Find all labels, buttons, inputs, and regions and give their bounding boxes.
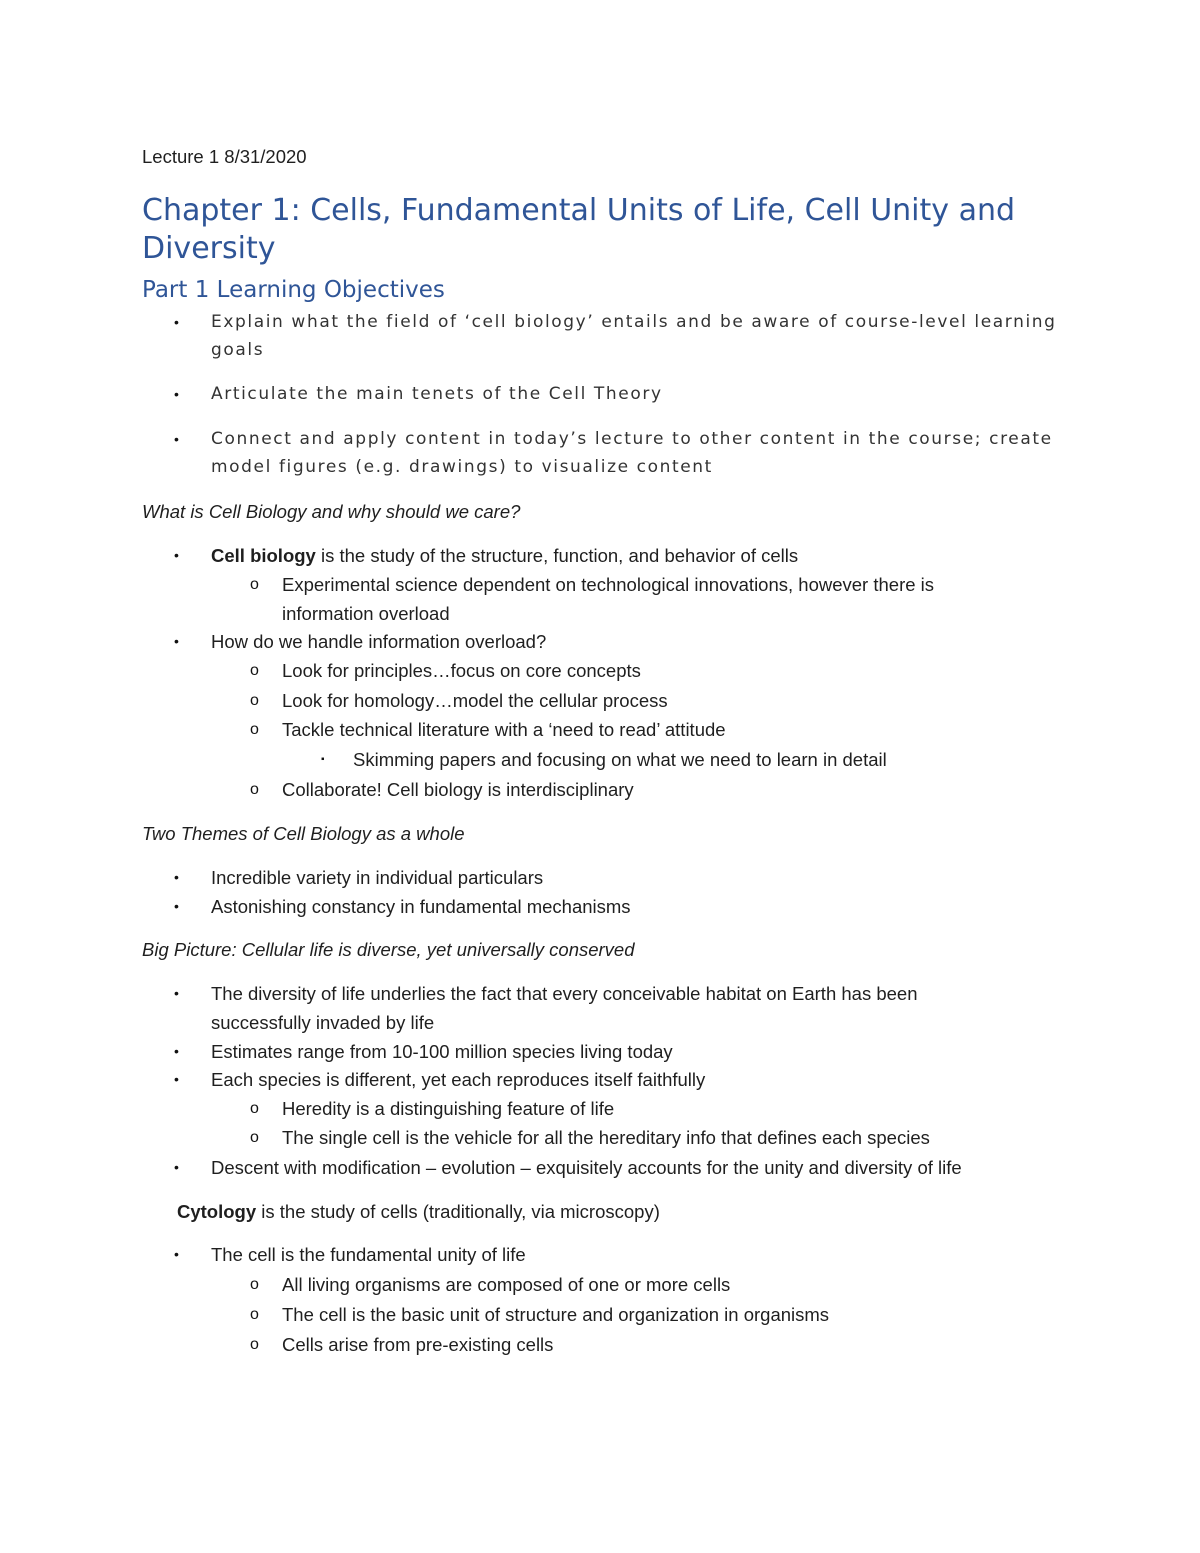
section-heading: Two Themes of Cell Biology as a whole xyxy=(142,823,465,844)
objective-item: Connect and apply content in today’s lecture to other content in the course; create model figures (e.g. drawings) to visualize content xyxy=(211,429,1053,477)
list-item: Astonishing constancy in fundamental mechanisms xyxy=(211,896,631,917)
bullet-icon: • xyxy=(174,386,179,402)
term-cytology: Cytology xyxy=(177,1201,257,1222)
list-item: Each species is different, yet each reproduces itself faithfully xyxy=(211,1069,706,1090)
sub-bullet-icon: o xyxy=(250,721,259,738)
sub-sub-list-item: Skimming papers and focusing on what we need to learn in detail xyxy=(353,749,887,770)
list-item-text: is the study of the structure, function, and behavior of cells xyxy=(315,545,799,566)
sub-list-item: Tackle technical literature with a ‘need to read’ attitude xyxy=(282,719,726,740)
list-item: How do we handle information overload? xyxy=(211,631,547,652)
lecture-date-line: Lecture 1 8/31/2020 xyxy=(142,146,307,167)
bullet-icon: • xyxy=(174,1159,179,1175)
sub-list-item: Cells arise from pre-existing cells xyxy=(282,1334,554,1355)
sub-list-item: Look for principles…focus on core concepts xyxy=(282,660,641,681)
bullet-icon: • xyxy=(174,547,179,563)
chapter-title: Chapter 1: Cells, Fundamental Units of Life, Cell Unity and Diversity xyxy=(142,193,1016,266)
bullet-icon: • xyxy=(174,1043,179,1059)
sub-bullet-icon: o xyxy=(250,1100,259,1117)
objective-item: Explain what the field of ‘cell biology’ entails and be aware of course-level learning goals xyxy=(211,312,1057,360)
sub-bullet-icon: o xyxy=(250,1336,259,1353)
sub-list-item: The single cell is the vehicle for all the hereditary info that defines each species xyxy=(282,1127,930,1148)
bullet-icon: • xyxy=(174,314,179,330)
sub-bullet-icon: o xyxy=(250,1306,259,1323)
list-item: The cell is the fundamental unity of life xyxy=(211,1244,526,1265)
section-heading: Big Picture: Cellular life is diverse, yet universally conserved xyxy=(142,939,635,960)
sub-list-item: Look for homology…model the cellular process xyxy=(282,690,668,711)
list-item: Incredible variety in individual particulars xyxy=(211,867,544,888)
section-heading xyxy=(177,1197,660,1226)
bullet-icon: • xyxy=(174,1246,179,1262)
sub-bullet-icon: o xyxy=(250,576,259,593)
list-item: The diversity of life underlies the fact that every conceivable habitat on Earth has been successfully invaded by life xyxy=(211,983,918,1033)
bullet-icon: • xyxy=(174,633,179,649)
part-heading: Part 1 Learning Objectives xyxy=(142,277,445,303)
list-item: Descent with modification – evolution – exquisitely accounts for the unity and diversity of life xyxy=(211,1157,962,1178)
list-item xyxy=(211,541,798,570)
sub-list-item: The cell is the basic unit of structure and organization in organisms xyxy=(282,1304,830,1325)
sub-list-item: Experimental science dependent on technological innovations, however there is information overload xyxy=(282,574,935,624)
bullet-icon: • xyxy=(174,869,179,885)
bullet-icon: • xyxy=(174,431,179,447)
sub-bullet-icon: o xyxy=(250,692,259,709)
sub-bullet-icon: o xyxy=(250,1129,259,1146)
section-heading-text: is the study of cells (traditionally, via microscopy) xyxy=(256,1201,660,1222)
term-cell-biology: Cell biology xyxy=(211,545,316,566)
bullet-icon: • xyxy=(174,898,179,914)
sub-list-item: Collaborate! Cell biology is interdisciplinary xyxy=(282,779,634,800)
objective-item: Articulate the main tenets of the Cell Theory xyxy=(211,384,663,404)
section-heading: What is Cell Biology and why should we care? xyxy=(142,501,521,522)
sub-bullet-icon: o xyxy=(250,1276,259,1293)
sub-bullet-icon: o xyxy=(250,662,259,679)
list-item: Estimates range from 10-100 million species living today xyxy=(211,1041,673,1062)
bullet-icon: • xyxy=(174,985,179,1001)
sub-bullet-icon: o xyxy=(250,781,259,798)
sub-list-item: All living organisms are composed of one or more cells xyxy=(282,1274,731,1295)
sub-list-item: Heredity is a distinguishing feature of life xyxy=(282,1098,615,1119)
square-bullet-icon: ▪ xyxy=(321,754,325,765)
bullet-icon: • xyxy=(174,1071,179,1087)
